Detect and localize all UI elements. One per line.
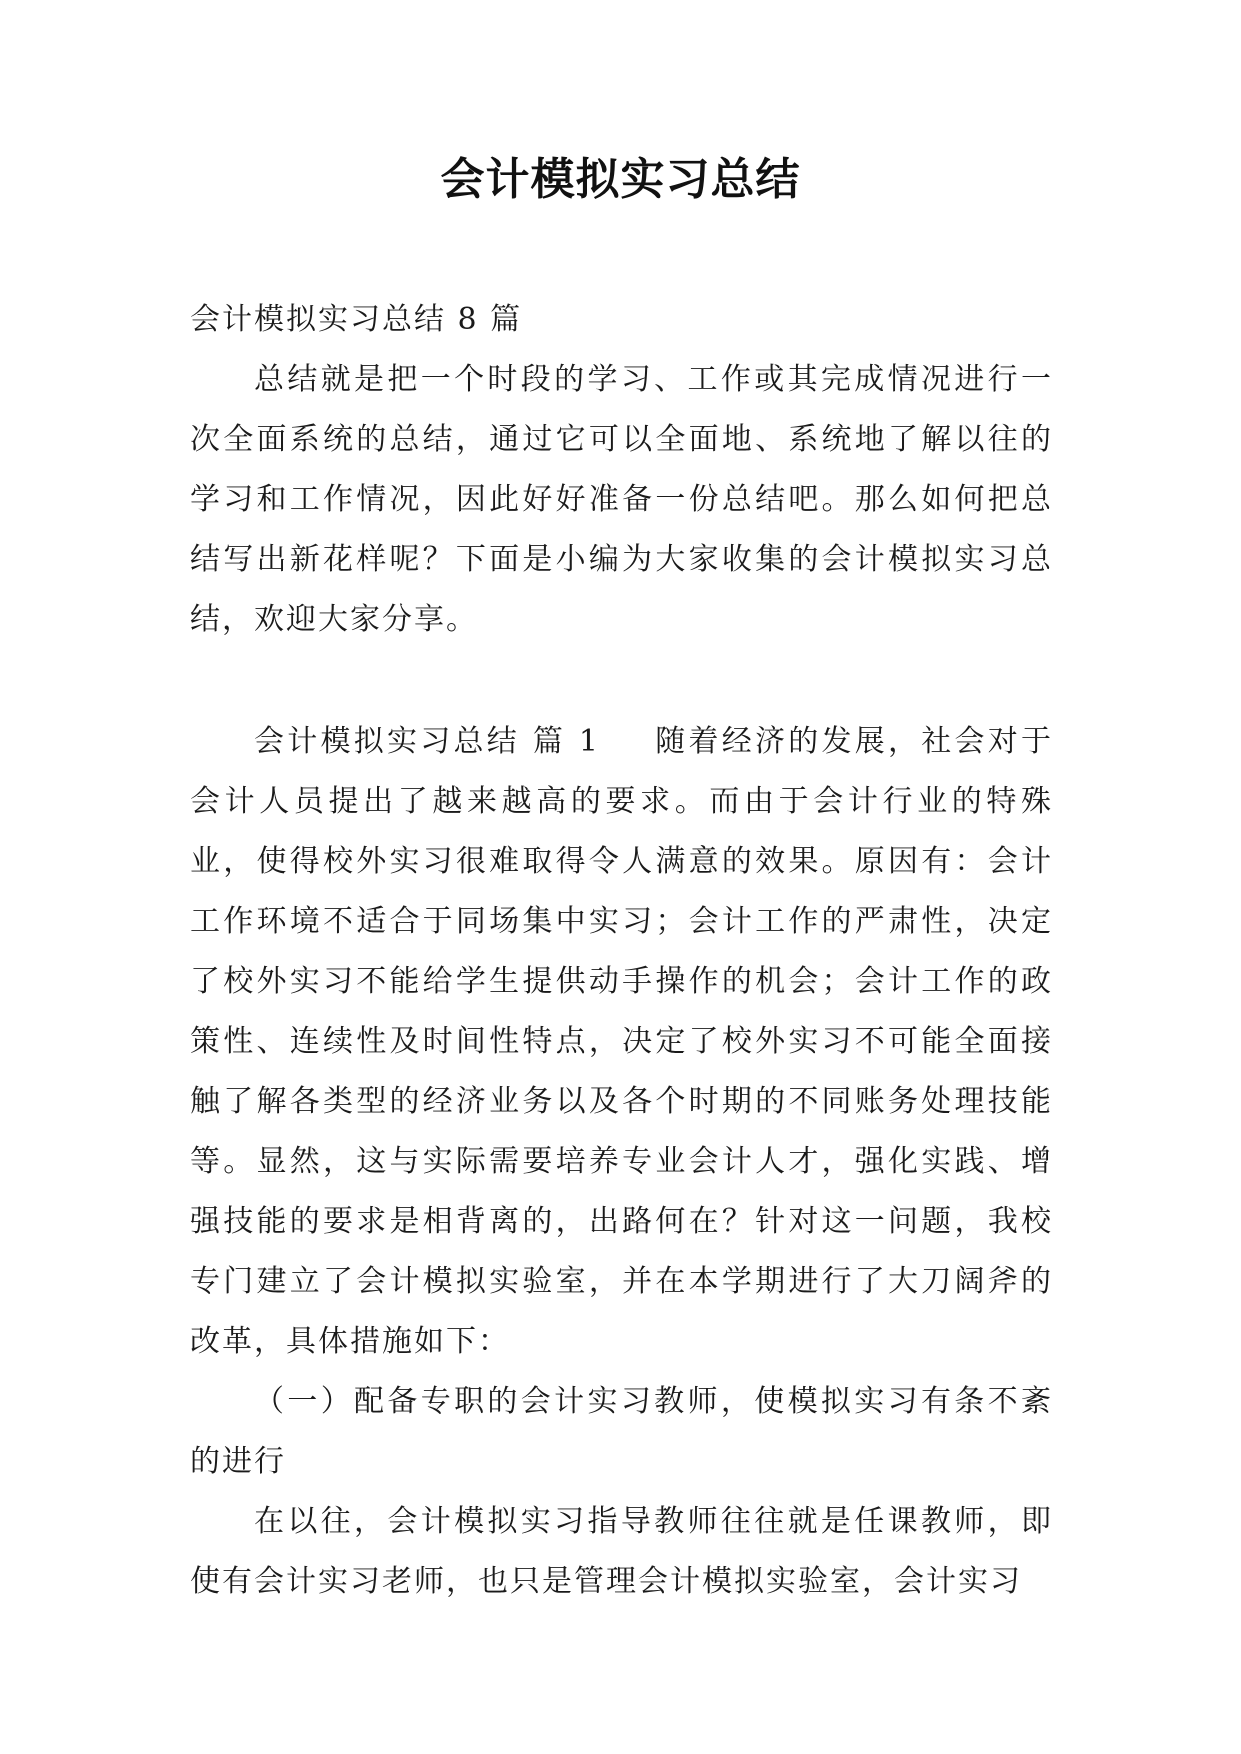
paragraph-spacer [190,650,1053,712]
document-subtitle: 会计模拟实习总结 8 篇 [190,302,523,337]
document-body [190,290,1053,1612]
section-1-heading: 会计模拟实习总结 篇 1 [254,724,600,759]
section-1-text: 随着经济的发展，社会对于会计人员提出了越来越高的要求。而由于会计行业的特殊业，使得校外实习很难取得令人满意的效果。原因有：会计工作环境不适合于同场集中实习；会计工作的严肃性，决定了校外实习不能给学生提供动手操作的机会；会计工作的政策性、连续性及时间性特点，决定了校外实习不可能全面接触了解各类型的经济业务以及各个时期的不同账务处理技能等。显然，这与实际需要培养专业会计人才，强化实践、增强技能的要求是相背离的，出路何在？针对这一问题，我校专门建立了会计模拟实验室，并在本学期进行了大刀阔斧的改革，具体措施如下： [190,724,1053,1359]
section-1-paragraph [190,712,1053,1372]
intro-paragraph: 总结就是把一个时段的学习、工作或其完成情况进行一次全面系统的总结，通过它可以全面地、系统地了解以往的学习和工作情况，因此好好准备一份总结吧。那么如何把总结写出新花样呢？下面是小编为大家收集的会计模拟实习总结，欢迎大家分享。 [190,362,1053,637]
paragraph-2: 在以往，会计模拟实习指导教师往往就是任课教师，即使有会计实习老师，也只是管理会计模拟实验室，会计实习 [190,1504,1053,1599]
point-1-heading: （一）配备专职的会计实习教师，使模拟实习有条不紊的进行 [190,1384,1053,1479]
document-title: 会计模拟实习总结 [440,154,801,205]
